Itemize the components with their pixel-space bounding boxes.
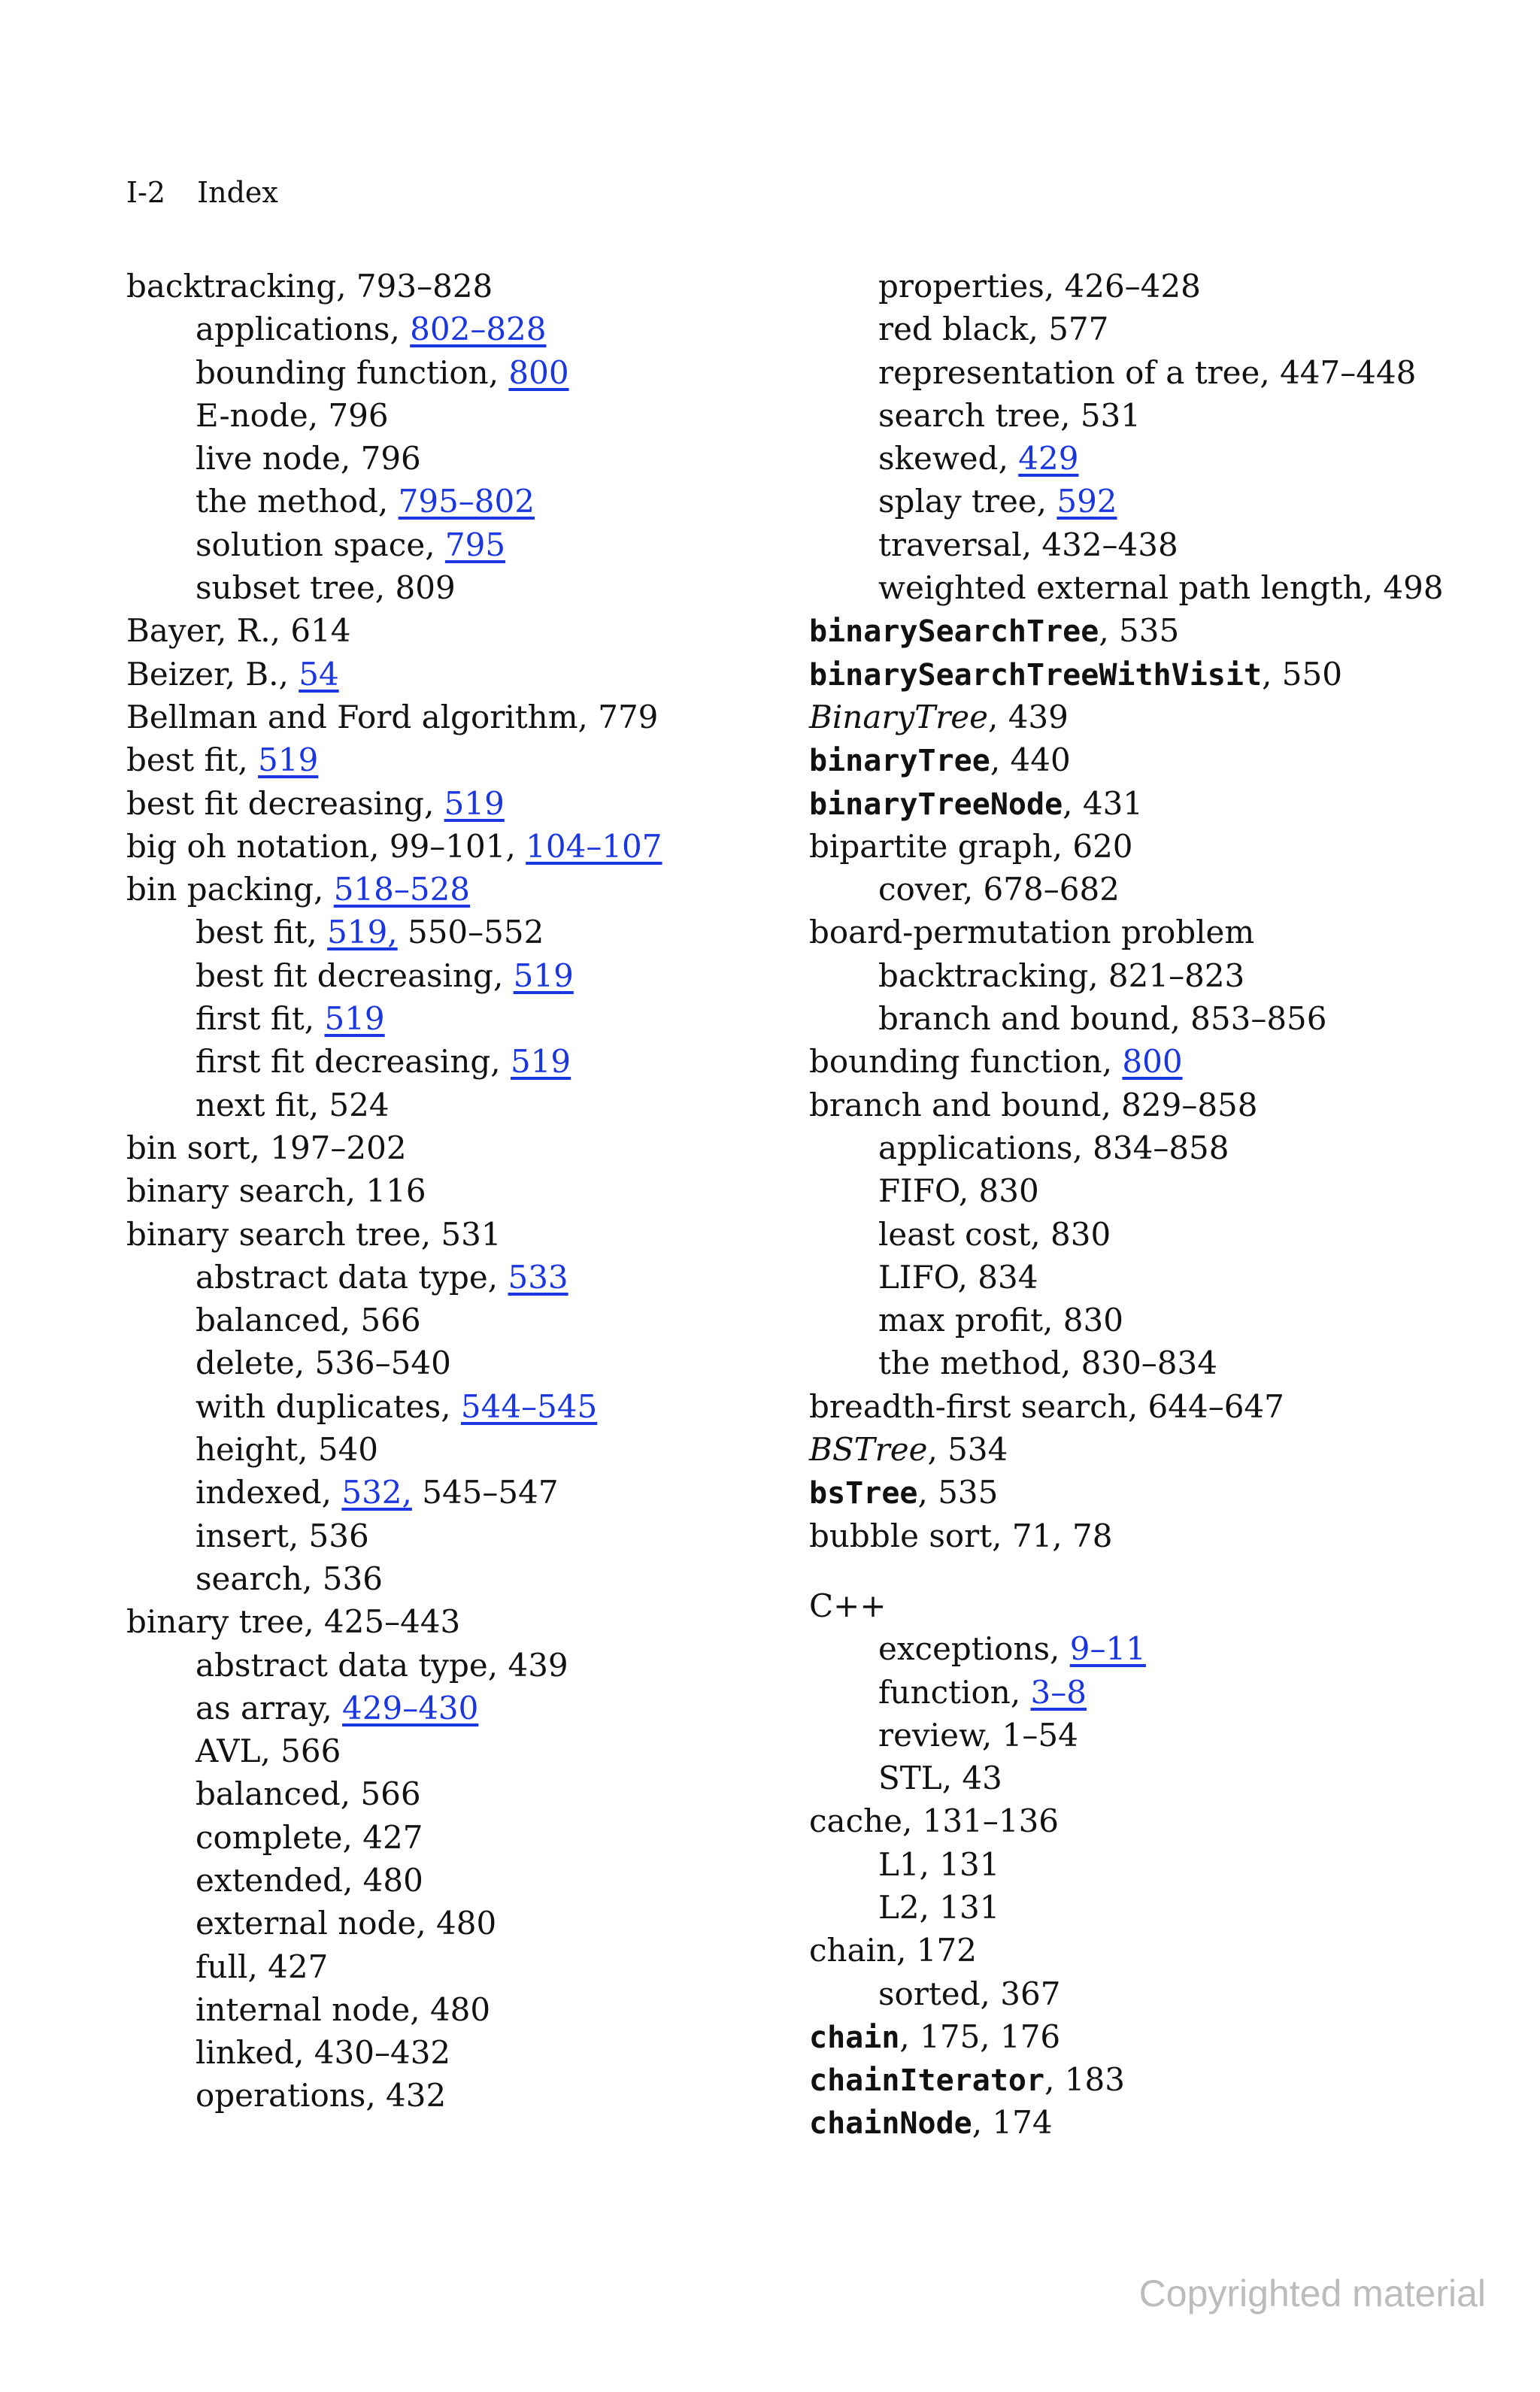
index-entry	[809, 1929, 1471, 1972]
index-term: chainIterator	[809, 2063, 1045, 2099]
index-entry	[809, 1084, 1471, 1126]
page-reference: , 430–432	[294, 2034, 451, 2072]
index-term: splay tree	[878, 483, 1037, 520]
index-term: E-node	[196, 396, 308, 434]
index-entry	[809, 2058, 1471, 2101]
index-subentry	[126, 1514, 788, 1557]
index-term: chain	[809, 1932, 897, 1969]
page-reference: , 536–540	[294, 1345, 451, 1382]
index-term: binarySearchTree	[809, 614, 1099, 650]
index-subentry	[126, 2074, 788, 2117]
page-reference-link[interactable]: 9–11	[1069, 1630, 1146, 1668]
index-subentry	[126, 997, 788, 1040]
page-reference: , 43	[941, 1760, 1002, 1797]
index-term: best fit	[196, 914, 308, 951]
index-entry	[126, 1126, 788, 1169]
page-reference-link[interactable]: 429–430	[342, 1689, 479, 1727]
index-term: L1	[878, 1845, 920, 1883]
page-reference: ,	[278, 655, 299, 693]
index-entry	[126, 738, 788, 781]
index-subentry	[809, 954, 1471, 997]
page-reference-link[interactable]: 800	[1122, 1043, 1183, 1081]
index-subentry	[126, 954, 788, 997]
page-reference: , 131	[919, 1888, 1000, 1926]
index-subentry	[809, 1169, 1471, 1212]
index-entry	[809, 609, 1471, 652]
index-term: chainNode	[809, 2106, 972, 2142]
index-term: traversal	[878, 526, 1022, 563]
index-term: binaryTree	[809, 744, 990, 779]
index-entry	[809, 911, 1471, 953]
page-reference: , 779	[578, 698, 659, 735]
page-reference: , 432	[365, 2077, 447, 2115]
index-term: chain	[809, 2020, 900, 2055]
index-term: abstract data type	[196, 1258, 488, 1296]
index-entry	[126, 696, 788, 738]
index-subentry	[126, 1859, 788, 1902]
index-subentry	[809, 1299, 1471, 1342]
index-subentry	[126, 2031, 788, 2074]
index-subentry	[809, 1213, 1471, 1256]
index-subentry	[809, 1126, 1471, 1169]
index-term: BSTree	[809, 1431, 928, 1469]
page-reference: , 829–858	[1101, 1086, 1258, 1123]
index-term: bipartite graph	[809, 827, 1053, 865]
index-subentry	[809, 351, 1471, 394]
page-reference: , 131–136	[902, 1802, 1060, 1840]
page-reference: , 531	[420, 1215, 502, 1253]
page-reference: , 796	[308, 396, 389, 434]
index-entry	[809, 738, 1471, 781]
page-reference: , 550	[1262, 655, 1342, 693]
page-number: I-2	[126, 176, 166, 209]
page-reference: , 644–647	[1127, 1387, 1284, 1425]
page-reference: , 834–858	[1072, 1129, 1229, 1166]
index-entry	[809, 1471, 1471, 1514]
page-reference: ,	[377, 483, 399, 520]
index-entry	[126, 1213, 788, 1256]
page-reference: , 367	[980, 1975, 1061, 2012]
index-entry	[126, 653, 788, 696]
page-reference-link[interactable]: 104–107	[526, 827, 662, 865]
page-reference: , 834	[957, 1258, 1038, 1296]
page-reference: , 577	[1028, 311, 1109, 348]
index-subentry	[126, 1816, 788, 1859]
index-term: internal node	[196, 1990, 411, 2028]
page-reference: , 116	[345, 1172, 426, 1210]
index-term: full	[196, 1948, 248, 1985]
index-subentry	[809, 1972, 1471, 2015]
index-term: balanced	[196, 1775, 341, 1813]
page-reference-link[interactable]: 800	[508, 353, 569, 391]
index-entry	[809, 1040, 1471, 1083]
index-subentry	[809, 1671, 1471, 1714]
page-reference: , 830	[958, 1172, 1039, 1210]
index-subentry	[126, 523, 788, 566]
page-reference: , 131	[919, 1845, 1000, 1883]
index-term: review	[878, 1716, 982, 1754]
page-reference: , 440	[990, 741, 1071, 779]
index-term: FIFO	[878, 1172, 959, 1210]
page-reference: , 427	[342, 1818, 423, 1856]
index-subentry	[809, 868, 1471, 911]
page-reference-link[interactable]: 519,	[327, 914, 398, 951]
page-reference: ,	[322, 1689, 343, 1727]
index-subentry	[809, 566, 1471, 609]
index-term: first fit	[196, 1000, 305, 1038]
index-term: live node	[196, 440, 341, 477]
index-entry	[809, 653, 1471, 696]
index-entry	[126, 1169, 788, 1212]
page-reference: , 678–682	[962, 871, 1120, 908]
index-term: applications	[196, 311, 390, 348]
index-term: bin sort	[126, 1129, 250, 1166]
index-term: cache	[809, 1802, 902, 1840]
index-entry	[126, 1600, 788, 1643]
page-reference: , 447–448	[1260, 353, 1417, 391]
index-subentry	[126, 351, 788, 394]
index-term: subset tree	[196, 569, 375, 607]
index-term: max profit	[878, 1302, 1044, 1339]
index-term: best fit	[126, 741, 238, 779]
index-subentry	[809, 308, 1471, 350]
index-entry	[126, 265, 788, 308]
page-reference: ,	[304, 1000, 325, 1038]
index-term: balanced	[196, 1302, 341, 1339]
index-term: with duplicates	[196, 1387, 441, 1425]
index-term: the method	[196, 483, 378, 520]
index-term: Bellman and Ford algorithm	[126, 698, 578, 735]
index-term: least cost	[878, 1215, 1031, 1253]
index-term: bubble sort	[809, 1517, 993, 1554]
index-term: search	[196, 1560, 303, 1597]
index-term: as array	[196, 1689, 323, 1727]
page-reference: ,	[321, 1474, 342, 1511]
index-term: height	[196, 1431, 299, 1469]
index-entry	[809, 2015, 1471, 2058]
index-entry	[126, 825, 788, 868]
index-entry	[809, 1584, 1471, 1627]
page-reference: , 425–443	[304, 1603, 461, 1641]
page-reference: , 534	[927, 1431, 1008, 1469]
index-entry	[809, 782, 1471, 825]
index-term: abstract data type	[196, 1646, 488, 1684]
index-subentry	[126, 1988, 788, 2031]
index-subentry	[809, 265, 1471, 308]
index-subentry	[809, 480, 1471, 523]
index-subentry	[126, 1945, 788, 1988]
index-term: board-permutation problem	[809, 914, 1255, 951]
page-reference: ,	[390, 311, 411, 348]
index-term: binarySearchTreeWithVisit	[809, 657, 1263, 693]
page-reference: 545–547	[411, 1474, 559, 1511]
index-term: applications	[878, 1129, 1073, 1166]
index-term: AVL	[196, 1733, 261, 1770]
page-reference: ,	[314, 871, 334, 908]
page-reference: , 432–438	[1021, 526, 1178, 563]
page-reference: ,	[441, 1387, 461, 1425]
index-subentry	[126, 480, 788, 523]
page-reference-link[interactable]: 592	[1056, 483, 1117, 520]
page-reference: , 830	[1030, 1215, 1111, 1253]
page-reference: , 614	[270, 612, 351, 650]
index-term: delete	[196, 1345, 295, 1382]
index-entry	[809, 1428, 1471, 1471]
page-reference-link[interactable]: 519	[510, 1043, 571, 1081]
index-term: search tree	[878, 396, 1061, 434]
page-reference-link[interactable]: 802–828	[410, 311, 547, 348]
index-subentry	[809, 1886, 1471, 1929]
page-header	[126, 171, 278, 214]
index-term: extended	[196, 1861, 343, 1899]
index-subentry	[126, 1428, 788, 1471]
index-term: the method	[878, 1345, 1061, 1382]
index-subentry	[809, 1627, 1471, 1670]
page-reference-link[interactable]: 519	[258, 741, 319, 779]
page-reference: , 566	[340, 1302, 421, 1339]
index-term: skewed	[878, 440, 999, 477]
index-subentry	[126, 1471, 788, 1514]
page-reference: , 480	[410, 1990, 491, 2028]
index-term: properties	[878, 268, 1044, 305]
page-reference: , 480	[342, 1861, 423, 1899]
index-subentry	[809, 1256, 1471, 1299]
index-entry	[809, 1799, 1471, 1842]
index-subentry	[126, 1644, 788, 1687]
index-term: bounding function	[809, 1043, 1102, 1081]
page-reference: , 439	[988, 698, 1069, 735]
index-entry	[126, 609, 788, 652]
index-subentry	[126, 308, 788, 350]
page-reference: , 536	[302, 1560, 383, 1597]
index-term: best fit decreasing	[126, 784, 424, 822]
index-entry	[809, 825, 1471, 868]
page-reference: ,	[238, 741, 259, 779]
page-reference-link[interactable]: 519	[513, 956, 574, 994]
index-subentry	[809, 997, 1471, 1040]
index-subentry	[809, 523, 1471, 566]
index-subentry	[126, 1342, 788, 1384]
index-subentry	[809, 1757, 1471, 1799]
index-term: Bayer, R.	[126, 612, 271, 650]
index-term: binary search tree	[126, 1215, 421, 1253]
page-reference-link[interactable]: 3–8	[1030, 1673, 1087, 1711]
index-entry	[126, 868, 788, 911]
page-reference: , 540	[298, 1431, 379, 1469]
page-reference: , 853–856	[1170, 1000, 1327, 1038]
index-subentry	[126, 394, 788, 437]
page-reference: ,	[493, 956, 514, 994]
page-reference: ,	[307, 914, 328, 951]
page-reference: , 566	[260, 1733, 341, 1770]
index-subentry	[126, 1256, 788, 1299]
page-reference: , 524	[308, 1086, 390, 1123]
page-reference: ,	[487, 1258, 508, 1296]
index-term: breadth-first search	[809, 1387, 1128, 1425]
page-reference-link[interactable]: 519	[444, 784, 505, 822]
index-term: first fit decreasing	[196, 1043, 491, 1081]
index-term: branch and bound	[809, 1086, 1102, 1123]
index-term: best fit decreasing	[196, 956, 493, 994]
index-term: insert	[196, 1517, 289, 1554]
index-term: cover	[878, 871, 963, 908]
index-term: solution space	[196, 526, 426, 563]
index-subentry	[126, 1730, 788, 1772]
page-reference-link[interactable]: 532,	[341, 1474, 412, 1511]
page-reference-link[interactable]: 533	[508, 1258, 568, 1296]
page-reference: , 830–834	[1060, 1345, 1217, 1382]
page-reference-link[interactable]: 54	[299, 655, 339, 693]
page-reference: , 566	[340, 1775, 421, 1813]
page-reference: , 531	[1060, 396, 1141, 434]
index-term: STL	[878, 1760, 942, 1797]
page-reference: ,	[1010, 1673, 1031, 1711]
index-column-left	[126, 265, 788, 2118]
index-term: branch and bound	[878, 1000, 1171, 1038]
page-reference: , 431	[1063, 784, 1144, 822]
page-reference: , 830	[1043, 1302, 1123, 1339]
index-term: function	[878, 1673, 1011, 1711]
index-subentry	[809, 437, 1471, 480]
index-subentry	[126, 1772, 788, 1815]
index-term: bsTree	[809, 1476, 918, 1511]
index-term: red black	[878, 311, 1029, 348]
index-term: indexed	[196, 1474, 322, 1511]
page-reference: , 1–54	[981, 1716, 1078, 1754]
index-term: Beizer, B.	[126, 655, 279, 693]
index-term: sorted	[878, 1975, 981, 2012]
index-subentry	[809, 394, 1471, 437]
page-reference: ,	[1102, 1043, 1123, 1081]
index-entry	[809, 1385, 1471, 1428]
index-term: binaryTreeNode	[809, 787, 1063, 822]
index-term: next fit	[196, 1086, 309, 1123]
index-term: weighted external path length	[878, 569, 1363, 607]
page-reference: ,	[1050, 1630, 1070, 1668]
page-reference: , 536	[288, 1517, 369, 1554]
page-reference: , 172	[896, 1932, 977, 1969]
page-reference-link[interactable]: 795	[444, 526, 506, 563]
index-subentry	[809, 1342, 1471, 1384]
page-reference: , 427	[247, 1948, 329, 1985]
index-term: external node	[196, 1905, 417, 1942]
index-term: exceptions	[878, 1630, 1050, 1668]
index-entry	[809, 696, 1471, 738]
page-reference: , 426–428	[1044, 268, 1201, 305]
index-subentry	[126, 566, 788, 609]
page-reference: , 809	[374, 569, 456, 607]
page-reference: , 620	[1052, 827, 1133, 865]
page-reference: ,	[1036, 483, 1057, 520]
page-reference: , 183	[1044, 2061, 1125, 2099]
index-term: complete	[196, 1818, 343, 1856]
page-reference: , 498	[1363, 569, 1444, 607]
page-reference: , 439	[487, 1646, 568, 1684]
page-reference: ,	[998, 440, 1019, 477]
page-reference: ,	[425, 526, 445, 563]
index-entry	[809, 2101, 1471, 2144]
index-term: binary tree	[126, 1603, 305, 1641]
index-subentry	[809, 1714, 1471, 1757]
index-term: LIFO	[878, 1258, 958, 1296]
page-reference: , 175, 176	[899, 2018, 1061, 2055]
index-subentry	[126, 437, 788, 480]
index-term: binary search	[126, 1172, 346, 1210]
page-reference: 550–552	[397, 914, 544, 951]
index-term: bin packing	[126, 871, 314, 908]
index-term: bounding function	[196, 353, 489, 391]
index-column-right	[809, 265, 1471, 2145]
page-reference: , 197–202	[250, 1129, 407, 1166]
index-subentry	[126, 1299, 788, 1342]
index-term: L2	[878, 1888, 920, 1926]
page-reference: ,	[488, 353, 509, 391]
index-subentry	[126, 1084, 788, 1126]
index-term: backtracking	[126, 268, 337, 305]
index-subentry	[126, 1687, 788, 1730]
page-reference: , 174	[972, 2104, 1053, 2142]
index-term: C++	[809, 1587, 887, 1624]
page-reference: ,	[423, 784, 444, 822]
page-reference: , 71, 78	[992, 1517, 1113, 1554]
page-reference-link[interactable]: 429	[1018, 440, 1079, 477]
page-reference-link[interactable]: 544–545	[460, 1387, 598, 1425]
index-term: representation of a tree	[878, 353, 1260, 391]
index-subentry	[809, 1843, 1471, 1886]
index-term: operations	[196, 2077, 366, 2115]
page-reference-link[interactable]: 795–802	[398, 483, 535, 520]
header-title: Index	[197, 176, 278, 209]
page-reference: , 535	[917, 1474, 999, 1511]
index-subentry	[126, 911, 788, 953]
index-term: backtracking	[878, 956, 1089, 994]
index-subentry	[126, 1557, 788, 1600]
page-reference: ,	[490, 1043, 511, 1081]
index-term: BinaryTree	[809, 698, 988, 735]
index-entry	[126, 782, 788, 825]
copyright-watermark: Copyrighted material	[1138, 2272, 1486, 2315]
index-entry	[809, 1514, 1471, 1557]
page-reference: , 821–823	[1088, 956, 1245, 994]
page-reference: , 480	[416, 1905, 497, 1942]
page-reference: , 796	[340, 440, 421, 477]
index-subentry	[126, 1040, 788, 1083]
page-reference-link[interactable]: 518–528	[333, 871, 471, 908]
page-reference: , 793–828	[336, 268, 493, 305]
index-term: big oh notation	[126, 827, 370, 865]
index-term: linked	[196, 2034, 295, 2072]
index-subentry	[126, 1902, 788, 1945]
index-subentry	[126, 1385, 788, 1428]
page-reference: , 99–101,	[369, 827, 526, 865]
page-reference: , 535	[1099, 612, 1180, 650]
page-reference-link[interactable]: 519	[324, 1000, 385, 1038]
